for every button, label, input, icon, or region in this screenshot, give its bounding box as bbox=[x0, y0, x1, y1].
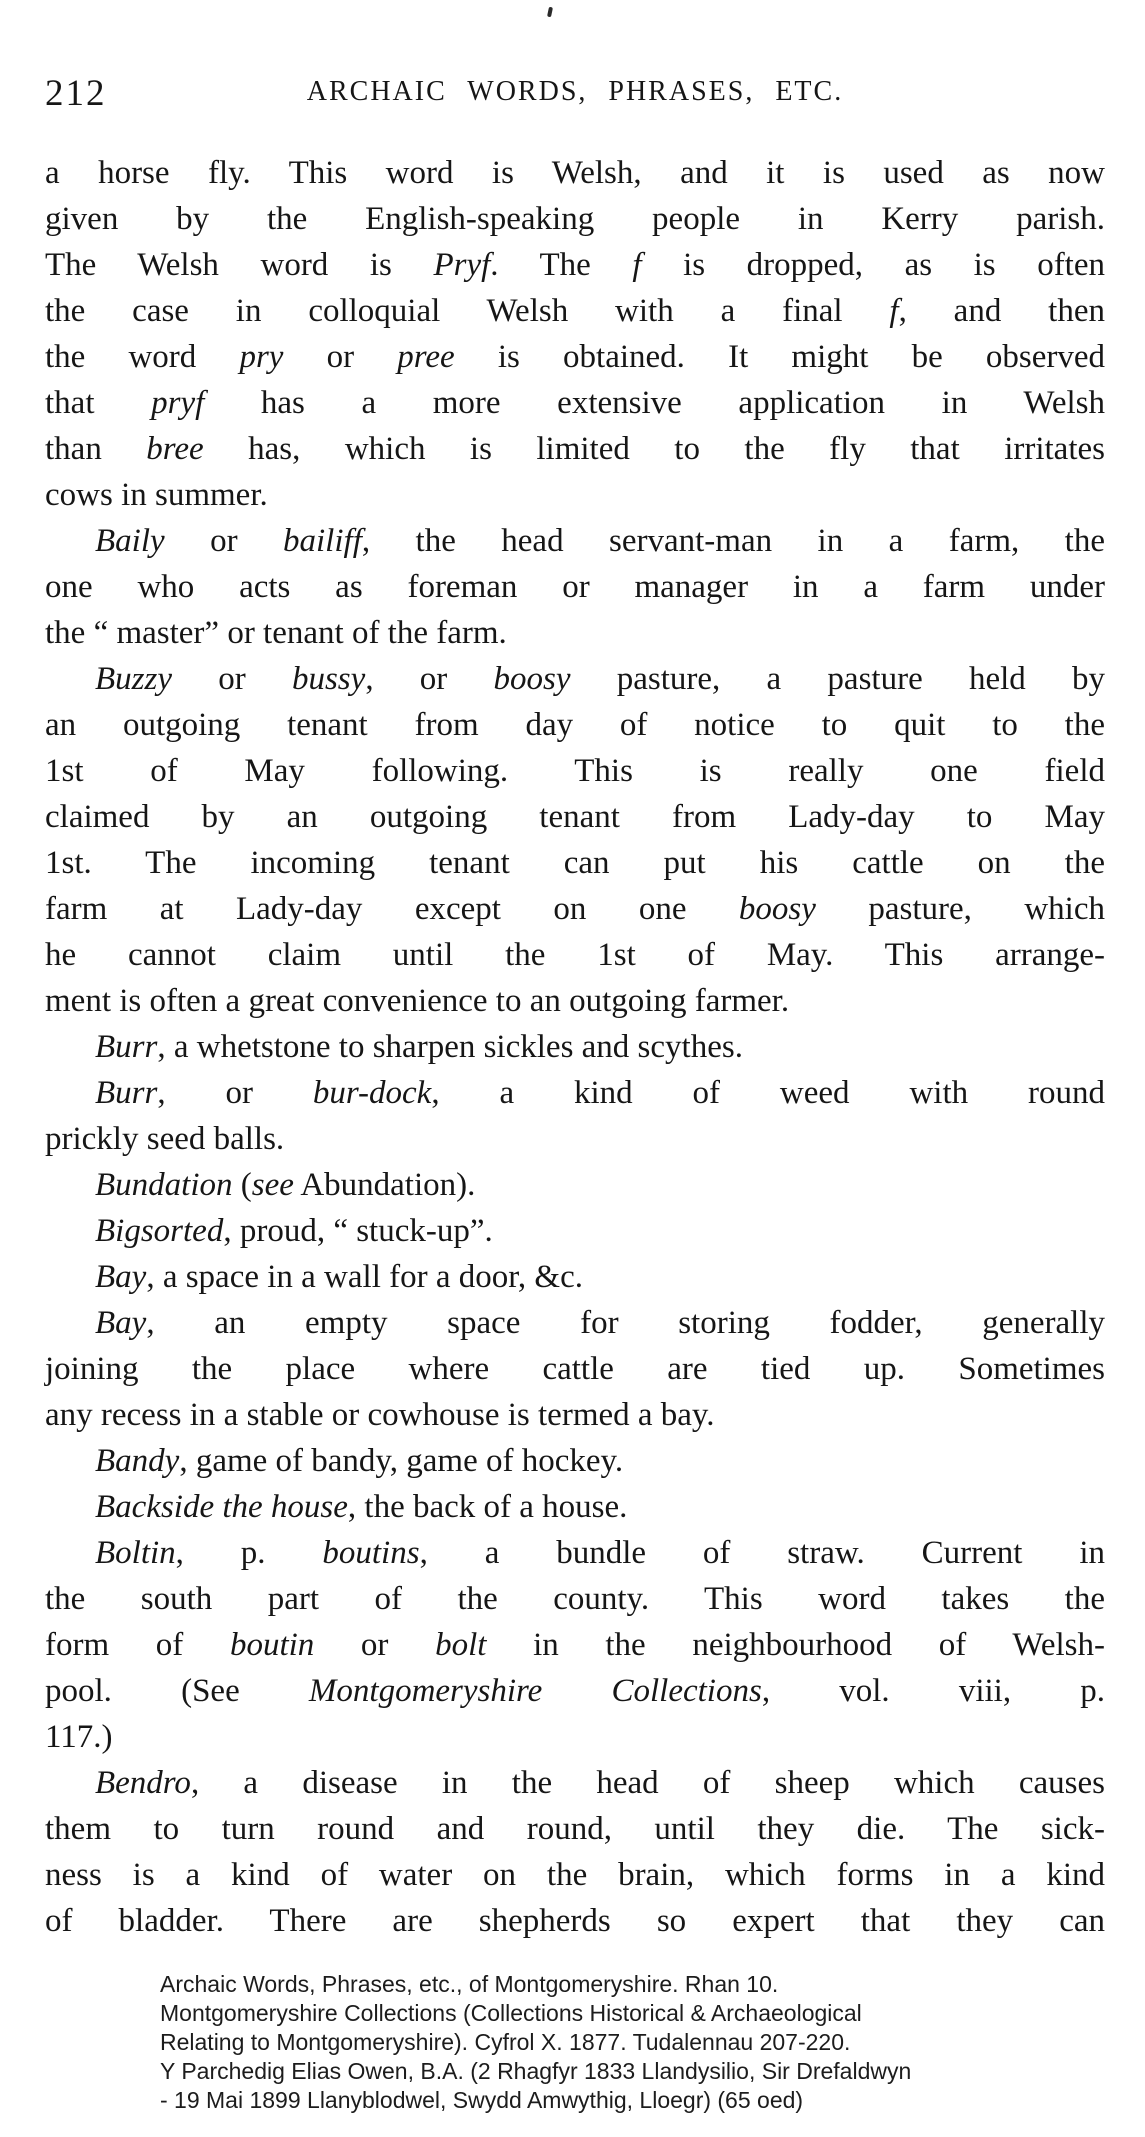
text-segment: The Welsh word is bbox=[45, 247, 434, 283]
text-line bbox=[45, 1162, 1105, 1208]
text-segment: , a bundle of straw. Current in bbox=[419, 1535, 1105, 1571]
text-line bbox=[45, 518, 1105, 564]
italic-term: Baily bbox=[95, 523, 165, 559]
paragraph bbox=[45, 1438, 1105, 1484]
text-segment: , and then bbox=[898, 293, 1105, 329]
text-segment: form of bbox=[45, 1627, 230, 1663]
text-segment: ( bbox=[232, 1167, 252, 1203]
text-line bbox=[45, 1438, 1105, 1484]
italic-term: boosy bbox=[493, 661, 571, 697]
italic-term: pry bbox=[239, 339, 284, 375]
text-segment: them to turn round and round, until they die. The sick- bbox=[45, 1811, 1105, 1847]
italic-term: bailiff bbox=[283, 523, 362, 559]
italic-term: pryf bbox=[151, 385, 205, 421]
text-segment: the “ master” or tenant of the farm. bbox=[45, 615, 507, 651]
paragraph bbox=[45, 1254, 1105, 1300]
italic-term: Bay bbox=[95, 1259, 147, 1295]
text-segment: that bbox=[45, 385, 152, 421]
italic-term: Bigsorted bbox=[95, 1213, 224, 1249]
italic-term: Montgomeryshire Collections bbox=[308, 1673, 762, 1709]
text-line bbox=[45, 1392, 1105, 1438]
paragraph bbox=[45, 518, 1105, 656]
text-line bbox=[45, 150, 1105, 196]
text-segment: than bbox=[45, 431, 147, 467]
text-line bbox=[45, 1484, 1105, 1530]
italic-term: Pryf bbox=[433, 247, 491, 283]
citation-line: - 19 Mai 1899 Llanyblodwel, Swydd Amwythig, Lloegr) (65 oed) bbox=[160, 2087, 804, 2113]
text-line bbox=[45, 1576, 1105, 1622]
paragraph bbox=[45, 150, 1105, 518]
text-line bbox=[45, 794, 1105, 840]
text-segment: , an empty space for storing fodder, generally bbox=[146, 1305, 1105, 1341]
text-line bbox=[45, 1530, 1105, 1576]
citation-line: Relating to Montgomeryshire). Cyfrol X. 1877. Tudalennau 207-220. bbox=[160, 2029, 851, 2055]
text-line bbox=[45, 656, 1105, 702]
text-segment: the south part of the county. This word takes the bbox=[45, 1581, 1105, 1617]
text-line bbox=[45, 426, 1105, 472]
text-line bbox=[45, 1300, 1105, 1346]
text-line bbox=[45, 1208, 1105, 1254]
italic-term: bree bbox=[146, 431, 204, 467]
text-segment: a horse fly. This word is Welsh, and it is used as now bbox=[45, 155, 1105, 191]
text-line bbox=[45, 1806, 1105, 1852]
text-segment: the case in colloquial Welsh with a final bbox=[45, 293, 890, 329]
paragraph bbox=[45, 1024, 1105, 1070]
text-line bbox=[45, 1070, 1105, 1116]
text-segment: , or bbox=[157, 1075, 313, 1111]
paragraph bbox=[45, 1484, 1105, 1530]
paragraph bbox=[45, 1530, 1105, 1760]
text-segment: , vol. viii, p. bbox=[761, 1673, 1105, 1709]
paragraph bbox=[45, 1300, 1105, 1438]
text-line bbox=[45, 1254, 1105, 1300]
citation-line: Archaic Words, Phrases, etc., of Montgomeryshire. Rhan 10. bbox=[160, 1971, 779, 1997]
text-line bbox=[45, 564, 1105, 610]
paragraph bbox=[45, 1208, 1105, 1254]
text-line bbox=[45, 748, 1105, 794]
text-segment: , a whetstone to sharpen sickles and scythes. bbox=[157, 1029, 743, 1065]
text-line bbox=[45, 334, 1105, 380]
text-segment: prickly seed balls. bbox=[45, 1121, 285, 1157]
text-segment: , a kind of weed with round bbox=[431, 1075, 1105, 1111]
text-segment: one who acts as foreman or manager in a farm under bbox=[45, 569, 1105, 605]
text-segment: farm at Lady-day except on one bbox=[45, 891, 739, 927]
italic-term: f bbox=[889, 293, 899, 329]
text-segment: or bbox=[164, 523, 284, 559]
text-line bbox=[45, 1116, 1105, 1162]
text-line bbox=[45, 1898, 1105, 1944]
text-segment: 1st. The incoming tenant can put his cattle on the bbox=[45, 845, 1105, 881]
italic-term: Buzzy bbox=[95, 661, 172, 697]
italic-term: Boltin bbox=[95, 1535, 176, 1571]
text-line bbox=[45, 1622, 1105, 1668]
citation-footer bbox=[160, 1970, 1105, 2115]
text-line bbox=[45, 1024, 1105, 1070]
text-segment: , proud, “ stuck-up”. bbox=[223, 1213, 493, 1249]
text-line bbox=[45, 1346, 1105, 1392]
text-segment: given by the English-speaking people in Kerry parish. bbox=[45, 201, 1105, 237]
italic-term: bussy bbox=[291, 661, 366, 697]
text-segment: cows in summer. bbox=[45, 477, 268, 513]
text-segment: is obtained. It might be observed bbox=[454, 339, 1105, 375]
text-line bbox=[45, 196, 1105, 242]
running-title: ARCHAIC WORDS, PHRASES, ETC. bbox=[306, 76, 844, 107]
text-line bbox=[45, 702, 1105, 748]
text-line bbox=[45, 840, 1105, 886]
text-line bbox=[45, 932, 1105, 978]
italic-term: Burr bbox=[95, 1075, 158, 1111]
italic-term: Bandy bbox=[95, 1443, 180, 1479]
italic-term: Backside the house bbox=[95, 1489, 348, 1525]
text-segment: or bbox=[172, 661, 292, 697]
text-segment: 1st of May following. This is really one field bbox=[45, 753, 1105, 789]
italic-term: Bundation bbox=[95, 1167, 233, 1203]
text-segment: claimed by an outgoing tenant from Lady-day to May bbox=[45, 799, 1105, 835]
text-segment: or bbox=[314, 1627, 436, 1663]
text-segment: the word bbox=[45, 339, 240, 375]
italic-term: boutin bbox=[229, 1627, 315, 1663]
text-segment: , a disease in the head of sheep which causes bbox=[190, 1765, 1105, 1801]
text-segment: joining the place where cattle are tied up. Sometimes bbox=[45, 1351, 1105, 1387]
italic-term: pree bbox=[397, 339, 455, 375]
italic-term: boutins bbox=[322, 1535, 420, 1571]
text-segment: , a space in a wall for a door, &c. bbox=[146, 1259, 583, 1295]
text-segment: in the neighbourhood of Welsh- bbox=[486, 1627, 1105, 1663]
text-segment: , game of bandy, game of hockey. bbox=[179, 1443, 624, 1479]
italic-term: Burr bbox=[95, 1029, 158, 1065]
text-segment: or bbox=[283, 339, 398, 375]
text-line bbox=[45, 288, 1105, 334]
citation-line: Montgomeryshire Collections (Collections Historical & Archaeological bbox=[160, 2000, 862, 2026]
paragraph bbox=[45, 1760, 1105, 1944]
text-line bbox=[45, 610, 1105, 656]
page-header bbox=[45, 72, 1105, 112]
paragraph bbox=[45, 1162, 1105, 1208]
italic-term: Bendro bbox=[95, 1765, 191, 1801]
italic-term: bur-dock bbox=[312, 1075, 432, 1111]
text-segment: 117.) bbox=[45, 1719, 113, 1755]
text-segment: an outgoing tenant from day of notice to quit to the bbox=[45, 707, 1105, 743]
text-segment: is dropped, as is often bbox=[641, 247, 1106, 283]
scan-artifact-speck bbox=[547, 7, 553, 18]
paragraph bbox=[45, 1070, 1105, 1162]
page-number: 212 bbox=[45, 73, 107, 114]
text-segment: of bladder. There are shepherds so expert that they can bbox=[45, 1903, 1105, 1939]
text-segment: Abundation). bbox=[293, 1167, 476, 1203]
text-segment: , the head servant-man in a farm, the bbox=[361, 523, 1105, 559]
text-segment: pasture, which bbox=[815, 891, 1105, 927]
italic-term: Bay bbox=[95, 1305, 147, 1341]
text-segment: he cannot claim until the 1st of May. This arrange- bbox=[45, 937, 1105, 973]
text-line bbox=[45, 1852, 1105, 1898]
text-line bbox=[45, 1714, 1105, 1760]
paragraph bbox=[45, 656, 1105, 1024]
text-line bbox=[45, 380, 1105, 426]
text-segment: ness is a kind of water on the brain, which forms in a kind bbox=[45, 1857, 1105, 1893]
citation-line: Y Parchedig Elias Owen, B.A. (2 Rhagfyr 1833 Llandysilio, Sir Drefaldwyn bbox=[160, 2058, 912, 2084]
text-segment: , the back of a house. bbox=[347, 1489, 628, 1525]
italic-term: see bbox=[251, 1167, 294, 1203]
text-segment: pasture, a pasture held by bbox=[570, 661, 1105, 697]
text-segment: has, which is limited to the fly that irritates bbox=[203, 431, 1105, 467]
text-segment: has a more extensive application in Welsh bbox=[204, 385, 1105, 421]
text-line bbox=[45, 1760, 1105, 1806]
text-line bbox=[45, 472, 1105, 518]
text-segment: . The bbox=[490, 247, 633, 283]
text-line bbox=[45, 886, 1105, 932]
italic-term: f bbox=[632, 247, 642, 283]
body-text bbox=[45, 150, 1105, 1944]
italic-term: bolt bbox=[435, 1627, 487, 1663]
text-line bbox=[45, 242, 1105, 288]
text-segment: , or bbox=[365, 661, 494, 697]
text-segment: ment is often a great convenience to an outgoing farmer. bbox=[45, 983, 790, 1019]
text-segment: , p. bbox=[175, 1535, 323, 1571]
text-line bbox=[45, 1668, 1105, 1714]
text-segment: pool. (See bbox=[45, 1673, 309, 1709]
text-segment: any recess in a stable or cowhouse is termed a bay. bbox=[45, 1397, 715, 1433]
italic-term: boosy bbox=[738, 891, 816, 927]
text-line bbox=[45, 978, 1105, 1024]
